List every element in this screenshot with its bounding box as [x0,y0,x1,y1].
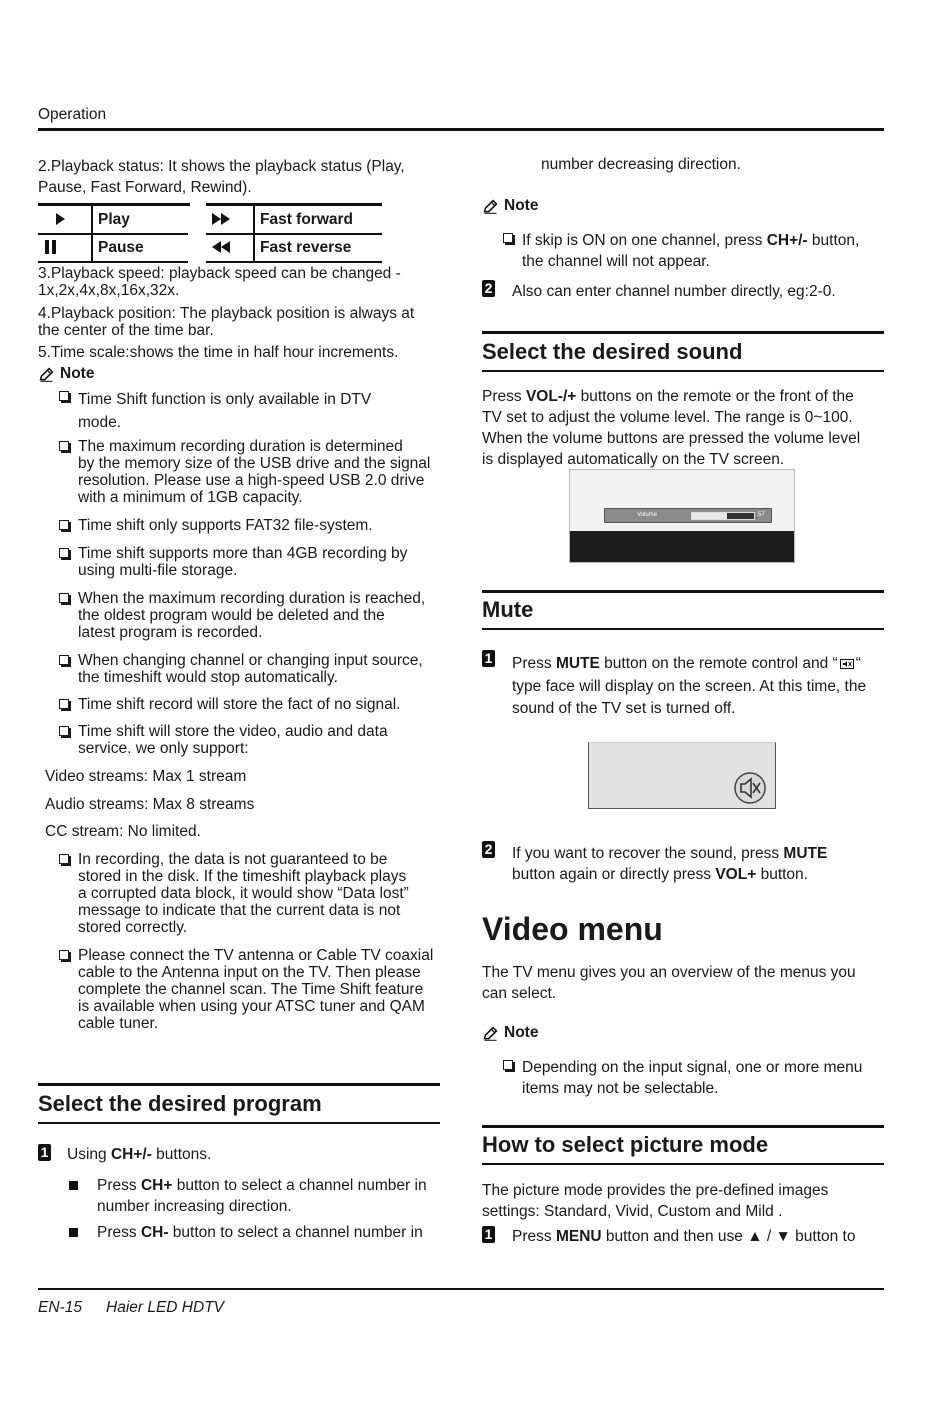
fast-reverse-icon [212,240,230,258]
mute-step1: Press MUTE button on the remote control and “ “ type face will display on the screen. At this time, the sound of the TV set is turned off. [512,655,867,717]
table-divider-left [91,205,93,261]
note-heading-right [482,196,538,216]
header-rule [38,128,884,131]
pause-icon [45,240,59,259]
mute-screenshot [588,742,776,809]
pencil-icon [482,1025,499,1042]
header-section: Operation [38,106,107,123]
fast-forward-icon [212,212,230,230]
checkbox-bullet-icon [59,548,69,558]
note-line: Time shift only supports FAT32 file-system. [78,517,373,534]
note-line: is available when using your ATSC tuner and QAM [78,998,425,1015]
channel-step2: Also can enter channel number directly, eg:2-0. [512,283,836,300]
picture-mode-paragraph: The picture mode provides the pre-defined images settings: Standard, Vivid, Custom and Mild . [482,1182,829,1220]
table-rule-mid-left [38,233,188,235]
note-label: Note [504,197,539,214]
note-line: cable to the Antenna input on the TV. Then please [78,964,421,981]
note-line: Time Shift function is only available in DTV [78,391,372,408]
video-menu-paragraph: The TV menu gives you an overview of the menus you can select. [482,964,856,1002]
volume-value: 57 [758,512,765,518]
checkbox-bullet-icon [503,233,513,243]
table-rule-bot-right [206,261,382,263]
sound-rule-top [482,331,884,334]
note-line: the timeshift would stop automatically. [78,669,338,686]
checkbox-bullet-icon [59,391,69,401]
checkbox-bullet-icon [59,441,69,451]
step-number-1: 1 [482,1226,495,1243]
footer-product: Haier LED HDTV [106,1299,224,1316]
note-line: stored in the disk. If the timeshift playback plays [78,868,407,885]
footer-page-number: EN-15 [38,1299,82,1316]
playback-position-line2: the center of the time bar. [38,322,214,339]
screen-bezel [570,531,794,562]
playback-position-line1: 4.Playback position: The playback position is always at [38,305,415,322]
mute-rule-bottom [482,628,884,630]
sound-rule-bottom [482,370,884,372]
audio-streams-text: Audio streams: Max 8 streams [45,796,255,813]
note-line: In recording, the data is not guaranteed to be [78,851,388,868]
playback-speed-line1: 3.Playback speed: playback speed can be changed - [38,265,401,282]
footer-rule [38,1288,884,1290]
fast-reverse-label: Fast reverse [260,239,352,256]
checkbox-bullet-icon [59,950,69,960]
picture-mode-heading: How to select picture mode [482,1132,769,1157]
program-rule-bottom [38,1122,440,1124]
checkbox-bullet-icon [59,520,69,530]
picture-step1: Press MENU button and then use ▲ / ▼ button to [512,1228,856,1245]
note-heading-left [38,364,94,384]
note-line: service. we only support: [78,740,249,757]
step-number-1: 1 [482,650,495,667]
note-line: The maximum recording duration is determined [78,438,403,455]
step-number-2: 2 [482,280,495,297]
volume-level-fill [692,513,727,519]
table-rule-mid-right [206,233,382,235]
note-line: with a minimum of 1GB capacity. [78,489,303,506]
volume-level-track [691,512,755,520]
note-line: Time shift will store the video, audio and data [78,723,388,740]
note-line: latest program is recorded. [78,624,263,641]
note-line: Time shift supports more than 4GB recording by [78,545,408,562]
note-line: Time shift record will store the fact of no signal. [78,696,401,713]
step-number-1: 1 [38,1144,51,1161]
checkbox-bullet-icon [59,726,69,736]
picture-rule-bottom [482,1163,884,1165]
pencil-icon [482,198,499,215]
note-label: Note [60,365,95,382]
checkbox-bullet-icon [59,655,69,665]
note-line: by the memory size of the USB drive and the signal [78,455,431,472]
video-menu-heading: Video menu [482,911,663,947]
pause-label: Pause [98,239,144,256]
time-scale-text: 5.Time scale:shows the time in half hour increments. [38,344,399,361]
note-line: a corrupted data block, it would show “Data lost” [78,885,409,902]
checkbox-bullet-icon [59,699,69,709]
table-rule-top-right [206,203,382,206]
bullet-square [69,1228,78,1237]
cc-stream-text: CC stream: No limited. [45,823,201,840]
pencil-icon [38,366,55,383]
volume-osd-bar [604,508,772,523]
continued-line: number decreasing direction. [541,156,741,173]
fast-forward-label: Fast forward [260,211,354,228]
step-number-2: 2 [482,841,495,858]
mute-step2: If you want to recover the sound, press MUTE button again or directly press VOL+ button. [512,845,828,883]
play-icon [56,212,65,230]
bullet-square [69,1181,78,1190]
playback-status-text: 2.Playback status: It shows the playback status (Play, Pause, Fast Forward, Rewind). [38,158,405,196]
note-line: message to indicate that the current data is not [78,902,401,919]
checkbox-bullet-icon [59,593,69,603]
sound-heading: Select the desired sound [482,339,743,364]
checkbox-bullet-icon [59,854,69,864]
note-line: mode. [78,414,122,431]
note-line: complete the channel scan. The Time Shift feature [78,981,424,998]
picture-rule-top [482,1125,884,1128]
mute-heading: Mute [482,597,534,622]
note-line: resolution. Please use a high-speed USB 2.0 drive [78,472,425,489]
video-streams-text: Video streams: Max 1 stream [45,768,247,785]
playback-speed-line2: 1x,2x,4x,8x,16x,32x. [38,282,180,299]
sound-paragraph: Press VOL-/+ buttons on the remote or the front of the TV set to adjust the volume level. The range is 0~100. When the volume buttons are pressed the volume level is displayed automatically on the TV screen. [482,388,861,468]
table-rule-bot-left [38,261,188,263]
volume-screenshot [569,469,795,563]
note-line: the oldest program would be deleted and the [78,607,385,624]
volume-label: Volume [637,512,658,518]
note-line: When changing channel or changing input source, [78,652,423,669]
mute-rule-top [482,590,884,593]
program-bullet2: Press CH- button to select a channel number in [97,1224,423,1241]
program-rule-top [38,1083,440,1086]
mute-typeface-icon [840,659,854,669]
note-heading-video [482,1023,538,1043]
note-line: using multi-file storage. [78,562,238,579]
program-heading: Select the desired program [38,1091,322,1116]
note-line: cable tuner. [78,1015,159,1032]
play-label: Play [98,211,130,228]
note-line: Please connect the TV antenna or Cable TV coaxial [78,947,434,964]
note-label: Note [504,1024,539,1041]
checkbox-bullet-icon [503,1060,513,1070]
mute-icon [733,771,767,805]
up-down-arrow-icon: ▲ / ▼ [747,1228,791,1245]
program-bullet1: Press CH+ button to select a channel number in number increasing direction. [97,1177,427,1215]
table-divider-right [253,205,255,261]
table-rule-top-left [38,203,190,206]
program-step1: Using CH+/- buttons. [67,1146,212,1163]
note-line: stored correctly. [78,919,188,936]
note-line: When the maximum recording duration is reached, [78,590,426,607]
